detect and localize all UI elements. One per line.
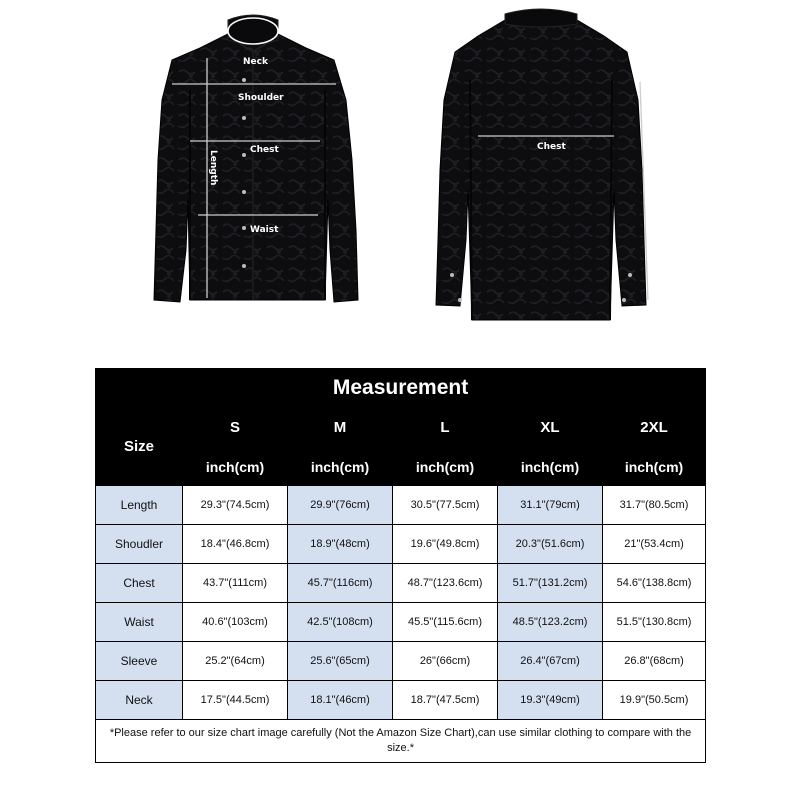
- front-chest-label: Chest: [250, 145, 279, 155]
- cell-value: 45.5"(115.6cm): [393, 603, 498, 642]
- cell-value: 48.5"(123.2cm): [498, 603, 603, 642]
- cell-value: 18.9"(48cm): [288, 525, 393, 564]
- cell-value: 25.2"(64cm): [183, 642, 288, 681]
- size-col-s: S: [183, 407, 288, 448]
- cell-value: 51.5"(130.8cm): [603, 603, 706, 642]
- cell-value: 45.7"(116cm): [288, 564, 393, 603]
- size-col-xl: XL: [498, 407, 603, 448]
- cell-value: 26.8"(68cm): [603, 642, 706, 681]
- cell-value: 40.6"(103cm): [183, 603, 288, 642]
- cell-value: 20.3"(51.6cm): [498, 525, 603, 564]
- cell-value: 21"(53.4cm): [603, 525, 706, 564]
- table-title: Measurement: [96, 369, 706, 407]
- cell-value: 18.7"(47.5cm): [393, 681, 498, 720]
- table-row: [96, 525, 706, 564]
- unit-header: inch(cm): [183, 448, 288, 486]
- shirt-diagram: [0, 0, 800, 340]
- cell-value: 17.5"(44.5cm): [183, 681, 288, 720]
- cell-value: 18.4"(46.8cm): [183, 525, 288, 564]
- cell-value: 31.7"(80.5cm): [603, 486, 706, 525]
- size-col-l: L: [393, 407, 498, 448]
- row-label: Length: [96, 486, 183, 525]
- row-label: Shoudler: [96, 525, 183, 564]
- row-label: Waist: [96, 603, 183, 642]
- size-header: Size: [96, 407, 183, 486]
- cell-value: 26"(66cm): [393, 642, 498, 681]
- cell-value: 31.1"(79cm): [498, 486, 603, 525]
- back-chest-label: Chest: [537, 142, 566, 152]
- shoulder-label: Shoulder: [238, 93, 284, 103]
- table-row: [96, 564, 706, 603]
- sleeve-label: Sleeve: [643, 162, 653, 196]
- unit-header: inch(cm): [603, 448, 706, 486]
- table-row: [96, 486, 706, 525]
- row-label: Neck: [96, 681, 183, 720]
- cell-value: 26.4"(67cm): [498, 642, 603, 681]
- size-chart-note: *Please refer to our size chart image carefully (Not the Amazon Size Chart),can use similar clothing to compare with the size.*: [96, 720, 706, 763]
- shirt-illustrations: [0, 0, 800, 340]
- size-col-m: M: [288, 407, 393, 448]
- cell-value: 29.3"(74.5cm): [183, 486, 288, 525]
- row-label: Chest: [96, 564, 183, 603]
- row-label: Sleeve: [96, 642, 183, 681]
- cell-value: 48.7"(123.6cm): [393, 564, 498, 603]
- cell-value: 54.6"(138.8cm): [603, 564, 706, 603]
- size-col-2xl: 2XL: [603, 407, 706, 448]
- cell-value: 19.6"(49.8cm): [393, 525, 498, 564]
- table-row: [96, 681, 706, 720]
- cell-value: 19.3"(49cm): [498, 681, 603, 720]
- cell-value: 30.5"(77.5cm): [393, 486, 498, 525]
- unit-header: inch(cm): [288, 448, 393, 486]
- front-shirt: [154, 15, 358, 302]
- cell-value: 42.5"(108cm): [288, 603, 393, 642]
- unit-header: inch(cm): [393, 448, 498, 486]
- cell-value: 19.9"(50.5cm): [603, 681, 706, 720]
- cell-value: 18.1"(46cm): [288, 681, 393, 720]
- unit-header: inch(cm): [498, 448, 603, 486]
- cell-value: 29.9"(76cm): [288, 486, 393, 525]
- size-chart-table: [95, 368, 706, 763]
- waist-label: Waist: [250, 225, 279, 235]
- table-row: [96, 642, 706, 681]
- cell-value: 25.6"(65cm): [288, 642, 393, 681]
- table-row: [96, 603, 706, 642]
- cell-value: 43.7"(111cm): [183, 564, 288, 603]
- neck-label: Neck: [243, 57, 268, 67]
- length-label: Length: [208, 150, 218, 186]
- back-shirt: [436, 9, 653, 320]
- cell-value: 51.7"(131.2cm): [498, 564, 603, 603]
